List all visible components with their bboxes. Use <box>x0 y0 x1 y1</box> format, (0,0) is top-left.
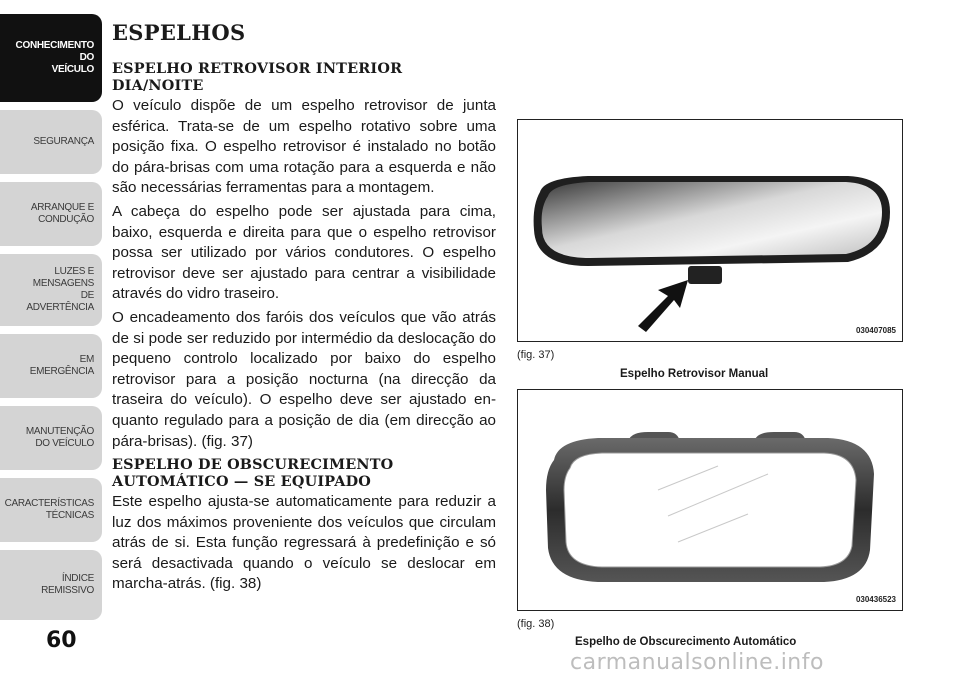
heading-line: ESPELHO DE OBSCURECIMENTO <box>112 456 394 473</box>
tab-label-line: SEGURANÇA <box>33 136 94 147</box>
tab-caracteristicas-tecnicas[interactable] <box>0 478 102 542</box>
tab-label-line: REMISSIVO <box>41 585 94 596</box>
tab-label-line: DO VEÍCULO <box>35 438 94 449</box>
paragraph: A cabeça do espelho pode ser ajustada para cima, baixo, esquerda e direita para que o espelho retrovisor possa ser utilizado por vários condutores. O espelho retrovisor deve ser ajustado para centrar a visibilidade através do vidro traseiro. <box>112 203 496 303</box>
tab-indice-remissivo[interactable] <box>0 550 102 620</box>
tab-label-line: VEÍCULO <box>51 64 94 75</box>
tab-label-line: ÍNDICE <box>61 573 94 584</box>
auto-dimming-mirror-illustration <box>518 390 903 611</box>
tab-label-line: DE <box>80 290 94 301</box>
page-number: 60 <box>46 628 77 653</box>
heading-line: ESPELHO RETROVISOR INTERIOR <box>112 60 403 77</box>
watermark: carmanualsonline.info <box>570 650 824 675</box>
manual-mirror-illustration <box>518 120 903 342</box>
tab-label-line: CONDUÇÃO <box>38 214 94 225</box>
tab-em-emergencia[interactable] <box>0 334 102 398</box>
tab-label-line: DO <box>79 52 94 63</box>
figure-label: (fig. 38) <box>517 618 555 630</box>
chapter-tabs <box>0 0 106 678</box>
tab-manutencao-do-veiculo[interactable] <box>0 406 102 470</box>
figure-code: 030436523 <box>855 595 896 604</box>
tab-label-line: ARRANQUE E <box>30 202 94 213</box>
tab-label-line: EM <box>79 354 94 365</box>
figure-auto-dimming-mirror <box>517 389 903 611</box>
tab-label-line: MANUTENÇÃO <box>25 426 94 437</box>
tab-label-line: CARACTERÍSTICAS <box>4 498 94 509</box>
figure-label: (fig. 37) <box>517 349 555 361</box>
figure-caption: Espelho de Obscurecimento Automático <box>575 636 797 648</box>
tab-label-line: ADVERTÊNCIA <box>26 302 94 313</box>
paragraph: O encadeamento dos faróis dos veículos que vão atrás de si pode ser reduzido por intermédio da deslocação do pequeno controlo localizado por baixo do espelho retrovisor para a posição nocturna (na direcção da traseira do veículo). O espelho deve ser ajustado en-quanto regulado para a posição de dia (em direcção ao pára-brisas). (fig. 37) <box>112 309 496 450</box>
tab-label-line: EMERGÊNCIA <box>29 366 94 377</box>
tab-conhecimento-do-veiculo[interactable] <box>0 14 102 102</box>
tab-arranque-e-conducao[interactable] <box>0 182 102 246</box>
tab-luzes-e-mensagens[interactable] <box>0 254 102 326</box>
heading-line: AUTOMÁTICO — SE EQUIPADO <box>112 473 372 490</box>
paragraph: O veículo dispõe de um espelho retrovisor de junta esférica. Trata-se de um espelho rotativo sobre uma posição fixa. O espelho retrovisor é instalado no botão do pára-brisas com uma rotação para a esquerda e não são necessárias ferramentas para a montagem. <box>112 97 496 197</box>
section-heading-auto-dimming <box>112 456 496 490</box>
figure-caption: Espelho Retrovisor Manual <box>620 368 769 380</box>
tab-label-line: LUZES E <box>54 266 94 277</box>
figure-code: 030407085 <box>855 326 896 335</box>
heading-line: DIA/NOITE <box>112 77 204 94</box>
tab-seguranca[interactable] <box>0 110 102 174</box>
tab-label-line: TÉCNICAS <box>45 510 94 521</box>
page-title: ESPELHOS <box>112 20 246 45</box>
section-heading-interior-mirror <box>112 60 496 94</box>
tab-label-line: MENSAGENS <box>32 278 94 289</box>
tab-label-line: CONHECIMENTO <box>15 40 94 51</box>
figure-manual-mirror <box>517 119 903 342</box>
paragraph: Este espelho ajusta-se automaticamente para reduzir a luz dos máximos proveniente dos veículos que circulam atrás de si. Esta função regressará à predefinição e só será desactivada quando o veículo se deslocar em marcha-atrás. (fig. 38) <box>112 493 496 593</box>
